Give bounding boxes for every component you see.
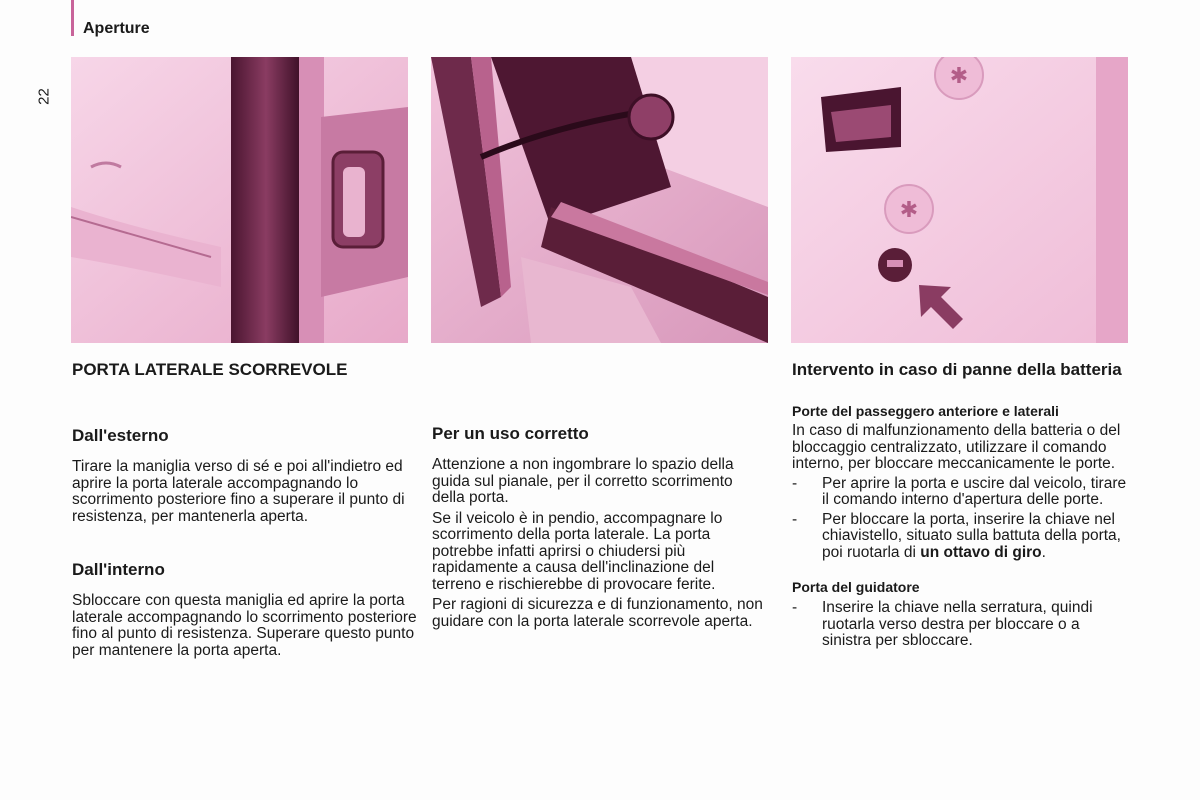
section-title: Aperture [83,20,150,37]
list-item [792,600,1132,650]
list-item [792,512,1132,562]
correct-use-p3: Per ragioni di sicurezza e di funzionamento, non guidare con la porta laterale scorrevole aperta. [432,596,763,630]
correct-use-p1: Attenzione a non ingombrare lo spazio della guida sul pianale, per il corretto scorrimento della porta. [432,456,734,506]
list-dash: - [792,474,798,492]
page-number: 22 [35,88,53,105]
list-item-bold-text: un ottavo di giro [920,543,1042,561]
list-item-text: Per aprire la porta e uscire dal veicolo, tirare il comando interno d'apertura delle porte. [822,474,1127,508]
battery-failure-title: Intervento in caso di panne della batteria [792,360,1122,379]
door-lock-keyhole-image [791,57,1128,343]
list-item-text: Per bloccare la porta, inserire la chiave nel chiavistello, situato sulla battuta della porta, poi ruotarla di [822,510,1121,561]
list-dash: - [792,510,798,528]
sliding-door-rail-image [431,57,768,343]
exterior-heading: Dall'esterno [72,426,169,445]
sliding-door-exterior-handle-image [71,57,408,343]
right-column [792,360,1132,650]
correct-use-p2: Se il veicolo è in pendio, accompagnare lo scorrimento della porta laterale. La porta potrebbe infatti aprirsi o chiudersi più rapidamente a causa dell'inclinazione del terreno e rischierebbe di provocare ferite. [432,509,723,593]
driver-door-subheading: Porta del guidatore [792,579,920,595]
passenger-doors-subheading: Porte del passeggero anteriore e laterali [792,403,1059,419]
svg-text:✱: ✱ [949,64,969,89]
exterior-text: Tirare la maniglia verso di sé e poi all'indietro ed aprire la porta laterale accompagnando lo scorrimento posteriore fino a superare il punto di resistenza, per mantenerla aperta. [72,458,405,525]
left-column [72,360,417,659]
header-accent-bar [71,0,74,36]
middle-column [432,424,767,630]
list-dash: - [792,599,798,616]
list-item-text: Inserire la chiave nella serratura, quindi ruotarla verso destra per bloccare o a sinistra per sbloccare. [822,599,1093,649]
list-item [792,476,1132,509]
list-item-text-end: . [1041,543,1046,561]
svg-text:✱: ✱ [899,198,919,223]
interior-text: Sbloccare con questa maniglia ed aprire la porta laterale accompagnando lo scorrimento posteriore fino al punto di resistenza. Superare questo punto per mantenere la porta aperta. [72,592,417,659]
interior-heading: Dall'interno [72,560,165,579]
battery-intro-text: In caso di malfunzionamento della batteria o del bloccaggio centralizzato, utilizzare il comando interno, per bloccare meccanicamente le porte. [792,422,1121,472]
correct-use-heading: Per un uso corretto [432,424,589,443]
sliding-door-title: PORTA LATERALE SCORREVOLE [72,360,348,379]
